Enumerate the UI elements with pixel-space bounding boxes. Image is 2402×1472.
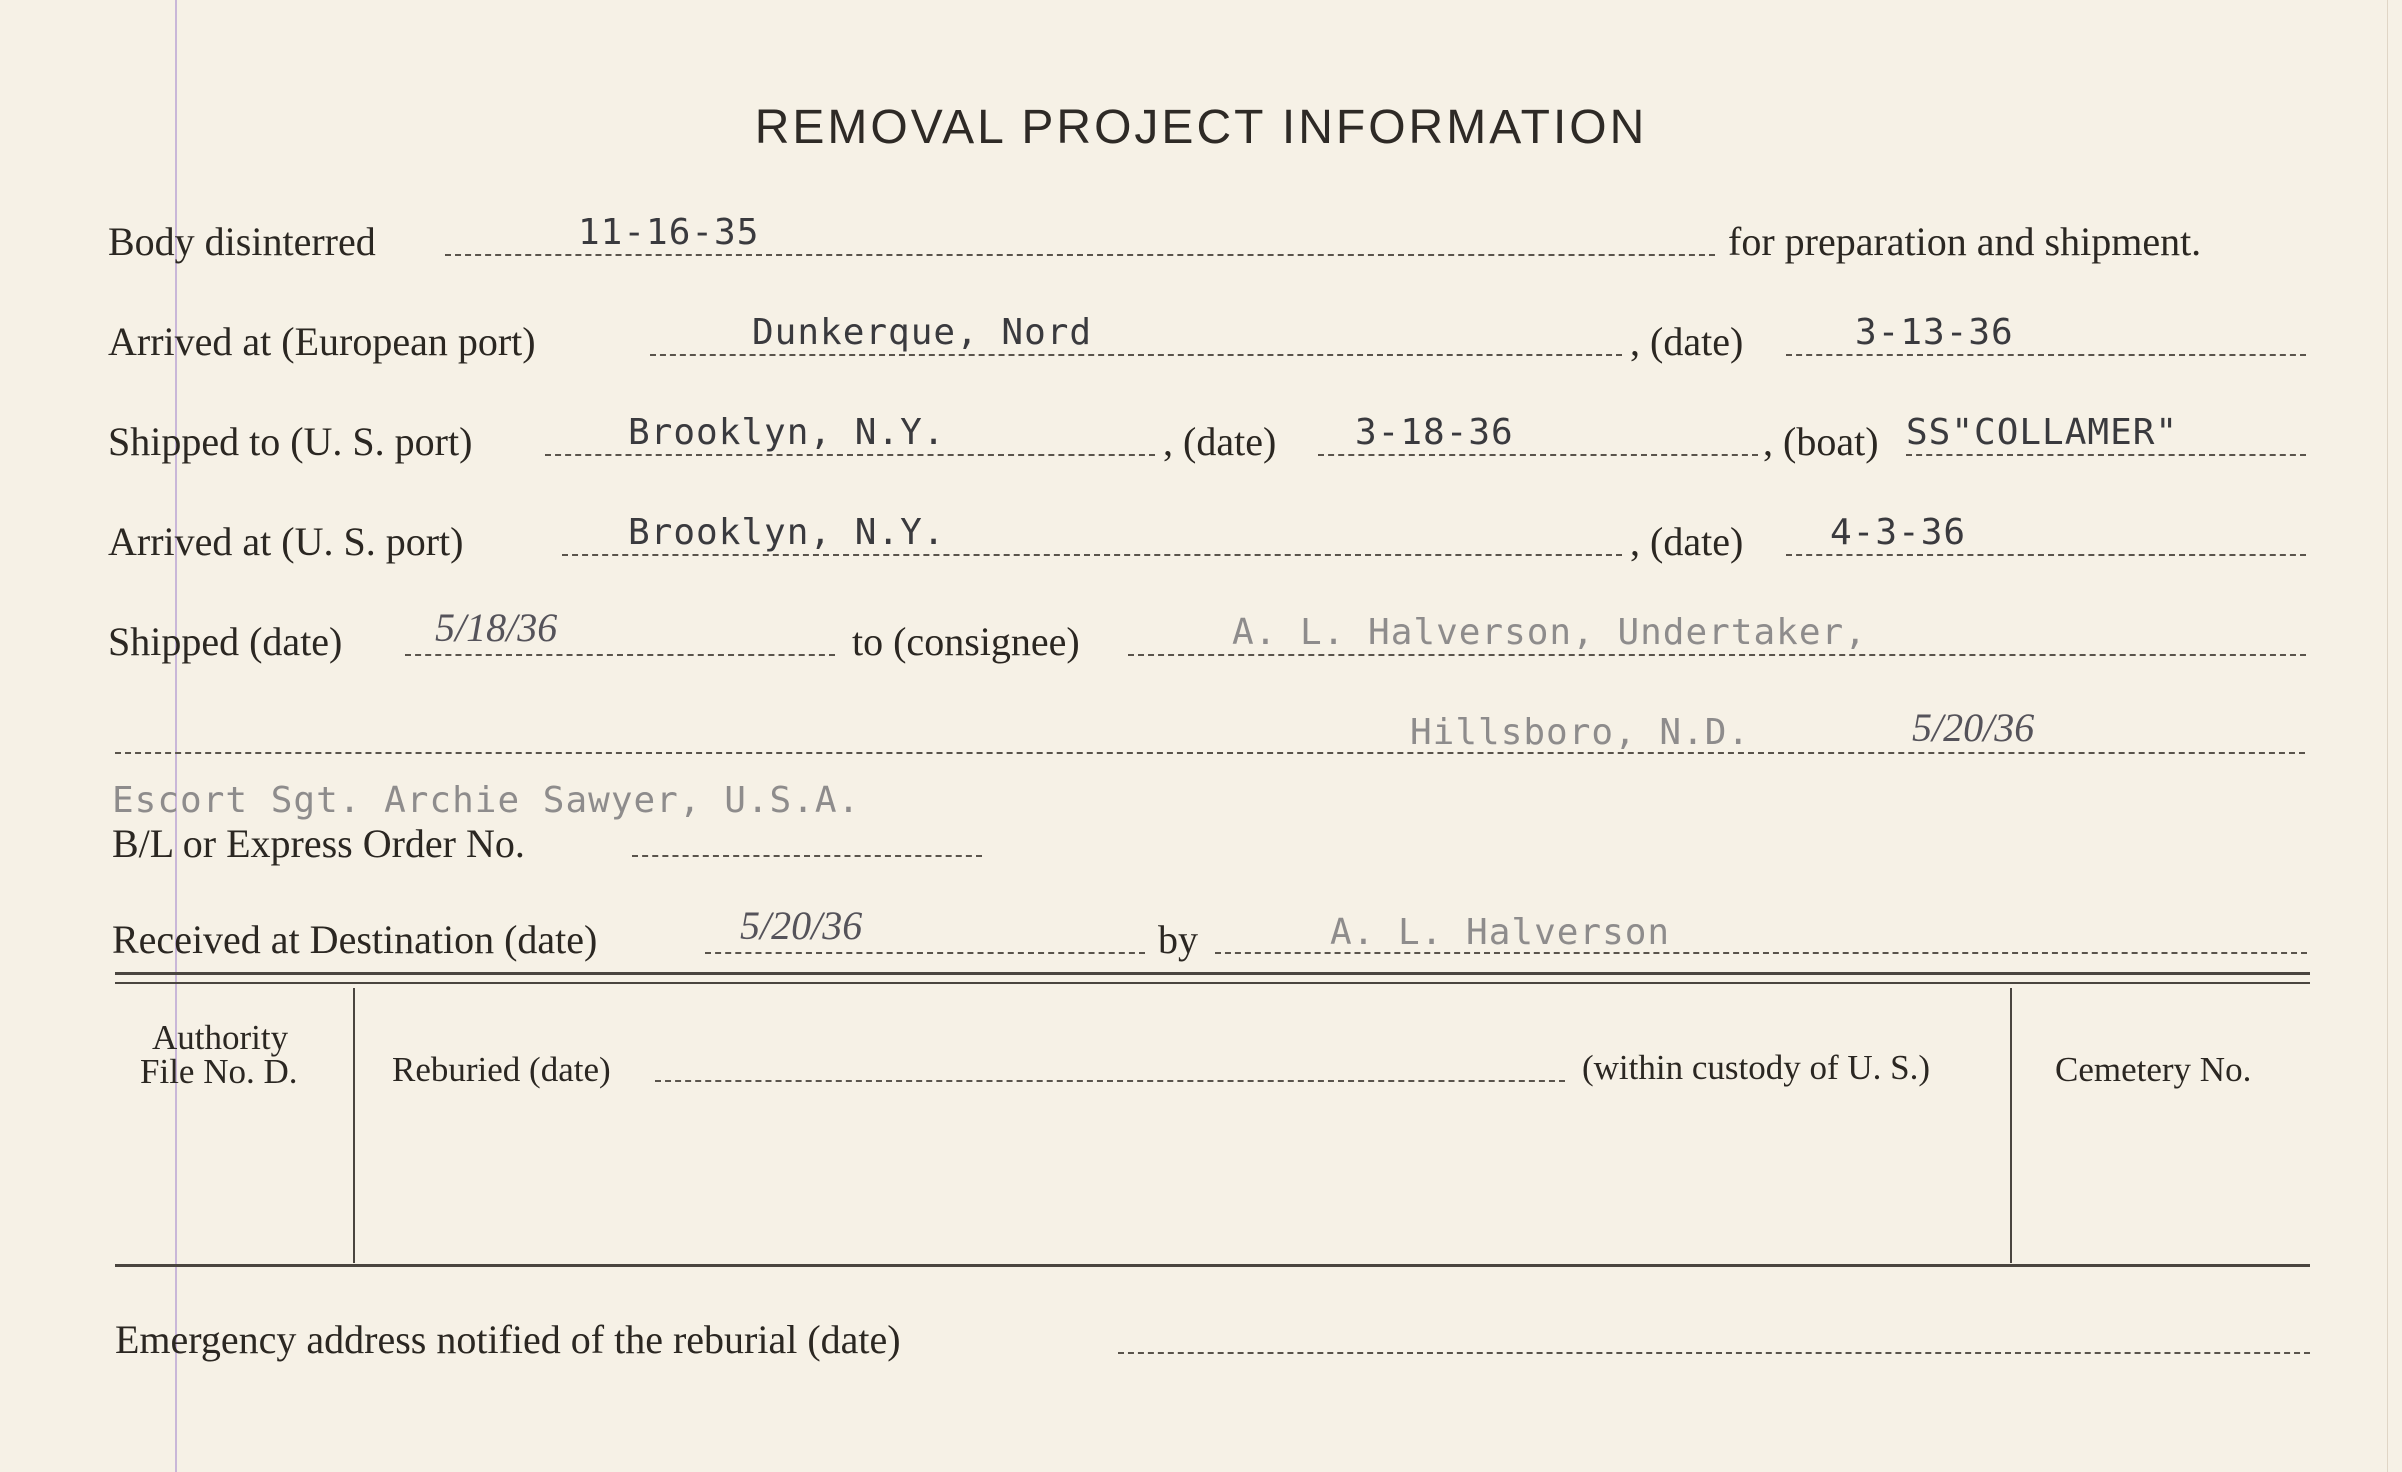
arrived-european-port: Dunkerque, Nord (752, 312, 1093, 353)
table-divider-right (2010, 988, 2012, 1263)
shipped-us-port: Brooklyn, N.Y. (628, 412, 946, 453)
consignee-extra-date: 5/20/36 (1912, 705, 2035, 750)
table-divider-left (353, 988, 355, 1263)
table-top-rule-2 (115, 982, 2310, 984)
table-bottom-rule (115, 1264, 2310, 1267)
arrived-european-label: Arrived at (European port) (108, 319, 536, 364)
arrived-european-date-line (1786, 354, 2306, 356)
card-title: REMOVAL PROJECT INFORMATION (754, 101, 1648, 154)
consignee-name: A. L. Halverson, Undertaker, (1232, 612, 1867, 653)
emergency-label: Emergency address notified of the reburial (date) (115, 1317, 901, 1362)
authority-label: Authority (152, 1018, 289, 1057)
emergency-line (1118, 1352, 2310, 1354)
consignee-line (1128, 654, 2306, 656)
arrived-european-date: 3-13-36 (1855, 312, 2014, 353)
shipped-us-line (545, 454, 1155, 456)
disinterred-suffix: for preparation and shipment. (1728, 219, 2202, 264)
bl-label: B/L or Express Order No. (112, 821, 525, 866)
shipped-us-date-line (1318, 454, 1758, 456)
consignee-continuation-line (115, 752, 2305, 754)
received-by: A. L. Halverson (1330, 912, 1671, 953)
shipped-us-date-label: , (date) (1163, 419, 1277, 464)
reburied-label: Reburied (date) (392, 1050, 611, 1089)
arrived-us-date-label: , (date) (1630, 519, 1744, 564)
consignee-label: to (consignee) (852, 619, 1080, 664)
received-date-line (705, 952, 1145, 954)
custody-label: (within custody of U. S.) (1582, 1048, 1931, 1087)
arrived-us-label: Arrived at (U. S. port) (108, 519, 464, 564)
shipped-us-boat-line (1906, 454, 2306, 456)
cemetery-no-label: Cemetery No. (2055, 1050, 2252, 1089)
received-date: 5/20/36 (740, 903, 863, 948)
arrived-us-date: 4-3-36 (1830, 512, 1967, 553)
escort-text: Escort Sgt. Archie Sawyer, U.S.A. (112, 780, 861, 821)
arrived-european-date-label: , (date) (1630, 319, 1744, 364)
disinterred-label: Body disinterred (108, 219, 376, 264)
shipped-us-label: Shipped to (U. S. port) (108, 419, 473, 464)
arrived-us-port: Brooklyn, N.Y. (628, 512, 946, 553)
received-label: Received at Destination (date) (112, 917, 598, 962)
shipped-us-boat: SS"COLLAMER" (1906, 412, 2179, 453)
table-top-rule (115, 972, 2310, 975)
disinterred-date: 11-16-35 (578, 212, 760, 253)
edge-line (2387, 0, 2388, 1472)
shipped-us-boat-label: , (boat) (1763, 419, 1879, 464)
consignee-city: Hillsboro, N.D. (1410, 712, 1751, 753)
shipped-label: Shipped (date) (108, 619, 343, 664)
bl-line (632, 855, 982, 857)
shipped-date-line (405, 654, 835, 656)
arrived-us-line (562, 554, 1622, 556)
shipped-date: 5/18/36 (435, 605, 558, 650)
file-no-label: File No. D. (140, 1052, 298, 1091)
shipped-us-date: 3-18-36 (1355, 412, 1514, 453)
arrived-us-date-line (1786, 554, 2306, 556)
arrived-european-line (650, 354, 1622, 356)
disinterred-line (445, 254, 1715, 256)
received-by-label: by (1158, 917, 1198, 962)
reburied-line (655, 1080, 1565, 1082)
